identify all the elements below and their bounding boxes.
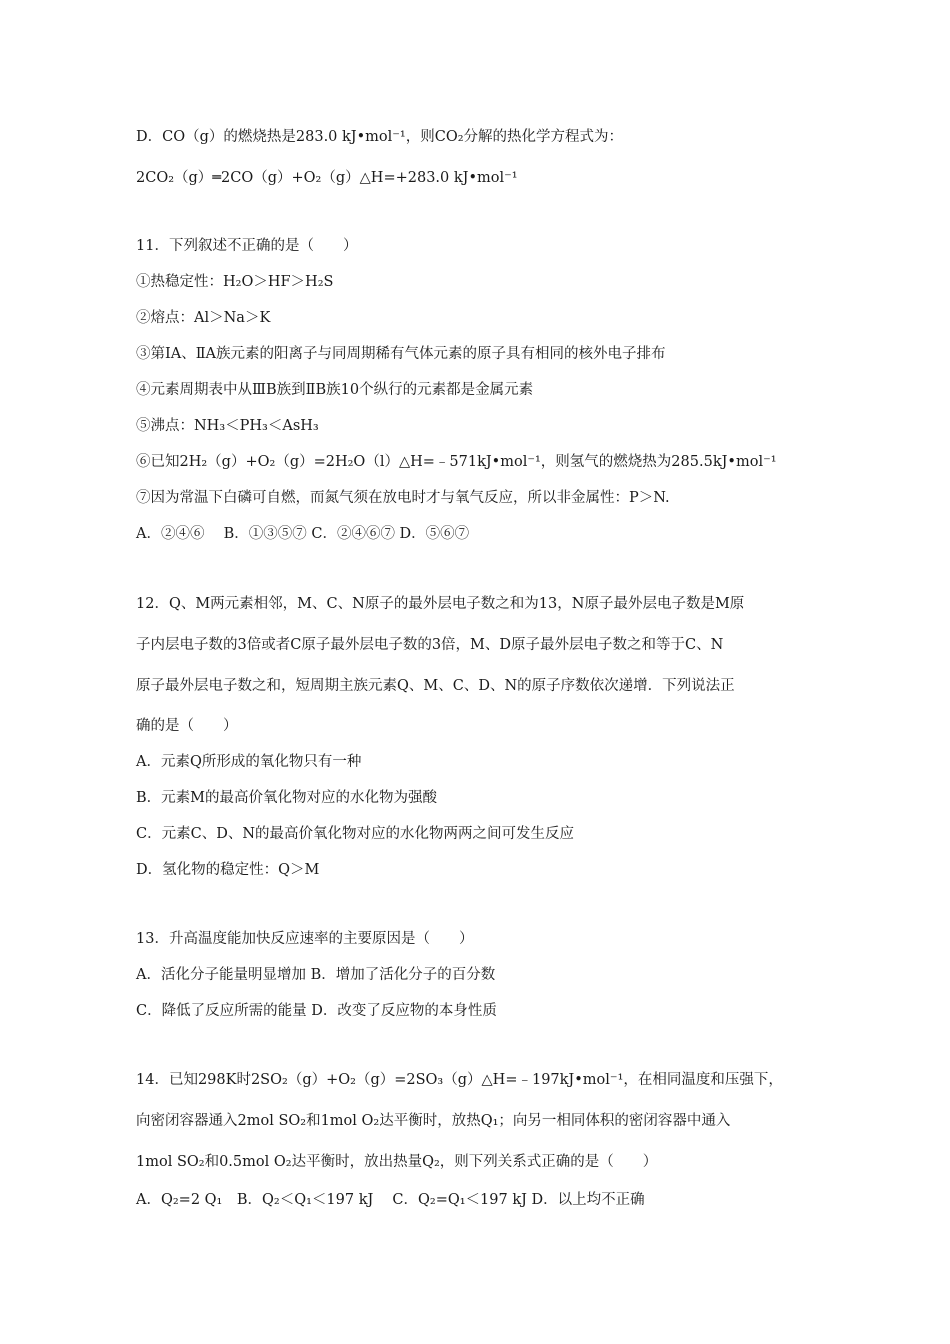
q12-option-c: C．元素C、D、N的最高价氧化物对应的水化物两两之间可发生反应 bbox=[136, 826, 574, 842]
q14-options: A．Q₂=2 Q₁ B．Q₂＜Q₁＜197 kJ C．Q₂=Q₁＜197 kJ D．以上均不正确 bbox=[136, 1192, 645, 1208]
q11-item-6: ⑥已知2H₂（g）+O₂（g）=2H₂O（l）△H=﹣571kJ•mol⁻¹，则氢气的燃烧热为285.5kJ•mol⁻¹ bbox=[136, 454, 777, 470]
q11-item-7: ⑦因为常温下白磷可自燃，而氮气须在放电时才与氧气反应，所以非金属性：P＞N. bbox=[136, 490, 670, 506]
q13-options-ab: A．活化分子能量明显增加 B．增加了活化分子的百分数 bbox=[136, 967, 496, 983]
q12-stem-line2: 子内层电子数的3倍或者C原子最外层电子数的3倍，M、D原子最外层电子数之和等于C、N bbox=[136, 637, 724, 653]
q11-item-5: ⑤沸点：NH₃＜PH₃＜AsH₃ bbox=[136, 418, 319, 434]
q14-stem-line2: 向密闭容器通入2mol SO₂和1mol O₂达平衡时，放热Q₁；向另一相同体积的密闭容器中通入 bbox=[136, 1113, 731, 1129]
q12-option-d: D．氢化物的稳定性：Q＞M bbox=[136, 862, 320, 878]
q10-option-d-line2: 2CO₂（g）═2CO（g）+O₂（g）△H=+283.0 kJ•mol⁻¹ bbox=[136, 170, 518, 186]
q14-stem-line1: 14．已知298K时2SO₂（g）+O₂（g）=2SO₃（g）△H=﹣197kJ•mol⁻¹，在相同温度和压强下， bbox=[136, 1072, 783, 1088]
q13-options-cd: C．降低了反应所需的能量 D．改变了反应物的本身性质 bbox=[136, 1003, 497, 1019]
q11-item-1: ①热稳定性：H₂O＞HF＞H₂S bbox=[136, 274, 334, 290]
q11-item-2: ②熔点：Al＞Na＞K bbox=[136, 310, 271, 326]
q14-stem-line3: 1mol SO₂和0.5mol O₂达平衡时，放出热量Q₂，则下列关系式正确的是（ ） bbox=[136, 1154, 658, 1170]
q12-option-b: B．元素M的最高价氧化物对应的水化物为强酸 bbox=[136, 790, 438, 806]
q11-item-4: ④元素周期表中从ⅢB族到ⅡB族10个纵行的元素都是金属元素 bbox=[136, 382, 534, 398]
q11-item-3: ③第ⅠA、ⅡA族元素的阳离子与同周期稀有气体元素的原子具有相同的核外电子排布 bbox=[136, 346, 666, 362]
q12-stem-line3: 原子最外层电子数之和，短周期主族元素Q、M、C、D、N的原子序数依次递增．下列说法正 bbox=[136, 678, 735, 694]
q12-stem-line1: 12．Q、M两元素相邻，M、C、N原子的最外层电子数之和为13，N原子最外层电子数是M原 bbox=[136, 596, 745, 612]
q11-stem: 11．下列叙述不正确的是（ ） bbox=[136, 238, 358, 254]
q10-option-d-line1: D．CO（g）的燃烧热是283.0 kJ•mol⁻¹，则CO₂分解的热化学方程式为： bbox=[136, 129, 624, 145]
q12-stem-line4: 确的是（ ） bbox=[136, 718, 238, 734]
q12-option-a: A．元素Q所形成的氧化物只有一种 bbox=[136, 754, 362, 770]
q11-options: A．②④⑥ B．①③⑤⑦ C．②④⑥⑦ D．⑤⑥⑦ bbox=[136, 526, 470, 542]
q13-stem: 13．升高温度能加快反应速率的主要原因是（ ） bbox=[136, 931, 474, 947]
